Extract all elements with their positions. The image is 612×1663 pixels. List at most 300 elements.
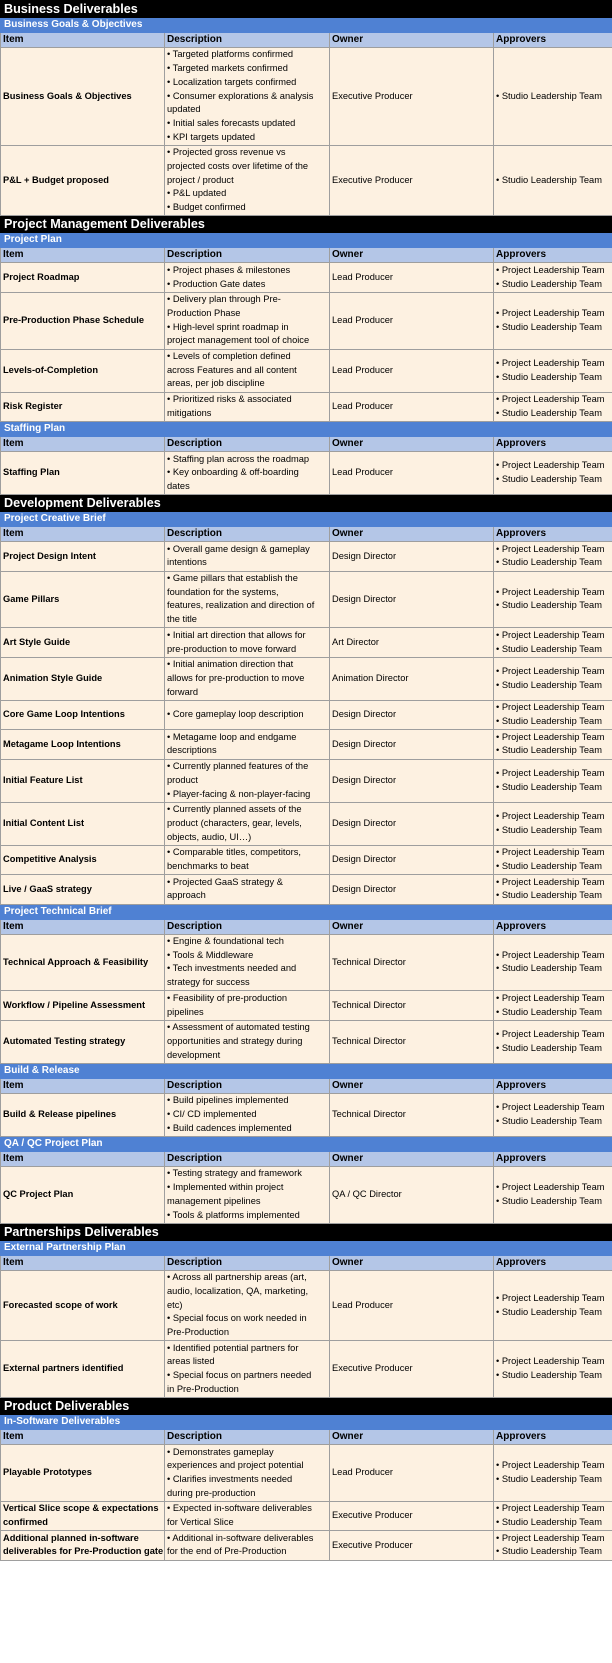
description-line: benchmarks to beat [167, 860, 249, 871]
description-line: mitigations [167, 407, 212, 418]
approver-line: • Project Leadership Team [496, 876, 605, 887]
column-header-approvers: Approvers [494, 919, 612, 934]
approver-line: • Studio Leadership Team [496, 1546, 602, 1557]
approver-line: • Studio Leadership Team [496, 1006, 602, 1017]
approver-line: • Project Leadership Team [496, 264, 605, 275]
owner-cell: Executive Producer [330, 1501, 494, 1530]
section-title: Partnerships Deliverables [1, 1223, 612, 1240]
description-line: the title [167, 614, 197, 625]
section-header-development-deliverables [1, 495, 612, 512]
description-cell [165, 1531, 330, 1560]
column-header-description: Description [165, 1255, 330, 1270]
item-cell [1, 1501, 165, 1530]
table-row [1, 657, 612, 700]
column-header-owner: Owner [330, 1430, 494, 1445]
table-row [1, 1531, 612, 1560]
item-line: Live / GaaS strategy [3, 883, 92, 894]
table-row [1, 845, 612, 874]
column-header-description: Description [165, 1078, 330, 1093]
column-header-description: Description [165, 248, 330, 263]
item-cell [1, 452, 165, 495]
table-row [1, 759, 612, 802]
table-row [1, 145, 612, 216]
column-header-item: Item [1, 33, 165, 48]
item-cell [1, 845, 165, 874]
column-header-row [1, 1078, 612, 1093]
approvers-cell [494, 759, 612, 802]
description-line: • Implemented within project [167, 1182, 284, 1193]
approver-line: • Project Leadership Team [496, 357, 605, 368]
approver-line: • Project Leadership Team [496, 811, 605, 822]
approvers-cell [494, 1093, 612, 1136]
item-cell [1, 700, 165, 729]
approver-line: • Studio Leadership Team [496, 1517, 602, 1528]
description-cell [165, 802, 330, 845]
table-row [1, 1166, 612, 1223]
group-title: QA / QC Project Plan [1, 1136, 612, 1151]
approver-line: • Project Leadership Team [496, 543, 605, 554]
description-cell [165, 1166, 330, 1223]
description-line: • Initial animation direction that [167, 659, 294, 670]
column-header-item: Item [1, 527, 165, 542]
description-cell [165, 628, 330, 657]
description-line: intentions [167, 557, 207, 568]
approver-line: • Studio Leadership Team [496, 1473, 602, 1484]
description-cell [165, 1501, 330, 1530]
description-line: • Player-facing & non-player-facing [167, 788, 311, 799]
column-header-owner: Owner [330, 1255, 494, 1270]
approver-line: • Project Leadership Team [496, 1356, 605, 1367]
description-line: • High-level sprint roadmap in [167, 321, 289, 332]
approver-line: • Project Leadership Team [496, 307, 605, 318]
approver-line: • Project Leadership Team [496, 1292, 605, 1303]
description-cell [165, 1341, 330, 1398]
item-cell [1, 730, 165, 759]
approver-line: • Studio Leadership Team [496, 1115, 602, 1126]
approvers-cell [494, 802, 612, 845]
column-header-owner: Owner [330, 33, 494, 48]
item-line: Vertical Slice scope & expectations [3, 1503, 159, 1514]
approvers-cell [494, 934, 612, 991]
description-line: • KPI targets updated [167, 131, 256, 142]
approver-line: • Project Leadership Team [496, 586, 605, 597]
item-line: Metagame Loop Intentions [3, 738, 121, 749]
description-cell [165, 845, 330, 874]
column-header-item: Item [1, 1255, 165, 1270]
approver-line: • Project Leadership Team [496, 847, 605, 858]
item-line: Core Game Loop Intentions [3, 709, 125, 720]
description-line: product [167, 774, 199, 785]
approvers-cell [494, 392, 612, 421]
approvers-cell [494, 1270, 612, 1341]
description-line: project / product [167, 174, 234, 185]
column-header-item: Item [1, 1078, 165, 1093]
owner-cell: Executive Producer [330, 48, 494, 146]
section-title: Business Deliverables [1, 1, 612, 18]
owner-cell: Lead Producer [330, 392, 494, 421]
description-line: • Currently planned features of the [167, 761, 309, 772]
description-cell [165, 730, 330, 759]
approver-line: • Studio Leadership Team [496, 643, 602, 654]
description-line: • Levels of completion defined [167, 351, 291, 362]
column-header-row [1, 33, 612, 48]
item-line: Build & Release pipelines [3, 1109, 117, 1120]
column-header-owner: Owner [330, 527, 494, 542]
approver-line: • Project Leadership Team [496, 1102, 605, 1113]
column-header-approvers: Approvers [494, 1078, 612, 1093]
column-header-approvers: Approvers [494, 437, 612, 452]
group-header-staffing-plan [1, 422, 612, 437]
owner-cell: Design Director [330, 700, 494, 729]
section-header-business-deliverables [1, 1, 612, 18]
description-line: foundation for the systems, [167, 586, 279, 597]
description-cell [165, 875, 330, 904]
table-row [1, 349, 612, 392]
description-line: project management tool of choice [167, 335, 310, 346]
description-line: • P&L updated [167, 188, 227, 199]
item-line: Project Design Intent [3, 550, 96, 561]
column-header-item: Item [1, 248, 165, 263]
group-title: Project Technical Brief [1, 904, 612, 919]
table-row [1, 452, 612, 495]
column-header-item: Item [1, 437, 165, 452]
column-header-description: Description [165, 33, 330, 48]
description-line: • Tools & Middleware [167, 949, 254, 960]
owner-cell: Design Director [330, 542, 494, 571]
column-header-description: Description [165, 527, 330, 542]
table-row [1, 730, 612, 759]
column-header-owner: Owner [330, 437, 494, 452]
description-cell [165, 263, 330, 292]
description-cell [165, 145, 330, 216]
description-line: • Additional in-software deliverables [167, 1532, 314, 1543]
approver-line: • Project Leadership Team [496, 992, 605, 1003]
group-title: Business Goals & Objectives [1, 18, 612, 33]
table-row [1, 48, 612, 146]
item-line: Technical Approach & Feasibility [3, 956, 149, 967]
owner-cell: Design Director [330, 730, 494, 759]
owner-cell: Executive Producer [330, 1341, 494, 1398]
table-row [1, 1093, 612, 1136]
approvers-cell [494, 48, 612, 146]
description-line: • Delivery plan through Pre- [167, 294, 281, 305]
column-header-row [1, 1151, 612, 1166]
description-line: • CI/ CD implemented [167, 1109, 257, 1120]
approvers-cell [494, 263, 612, 292]
item-cell [1, 145, 165, 216]
approver-line: • Studio Leadership Team [496, 1370, 602, 1381]
description-line: • Tools & platforms implemented [167, 1209, 300, 1220]
group-header-in-software-deliverables [1, 1415, 612, 1430]
description-cell [165, 1445, 330, 1502]
group-header-project-creative-brief [1, 512, 612, 527]
column-header-item: Item [1, 919, 165, 934]
column-header-owner: Owner [330, 1078, 494, 1093]
description-line: • Identified potential partners for [167, 1342, 299, 1353]
description-cell [165, 452, 330, 495]
owner-cell: Design Director [330, 802, 494, 845]
description-line: • Budget confirmed [167, 202, 246, 213]
description-line: • Targeted markets confirmed [167, 63, 288, 74]
section-header-project-management-deliverables [1, 216, 612, 233]
table-row [1, 542, 612, 571]
approver-line: • Studio Leadership Team [496, 557, 602, 568]
column-header-row [1, 1430, 612, 1445]
approvers-cell [494, 145, 612, 216]
column-header-description: Description [165, 1151, 330, 1166]
description-line: • Project phases & milestones [167, 264, 291, 275]
approver-line: • Studio Leadership Team [496, 824, 602, 835]
owner-cell: Technical Director [330, 991, 494, 1020]
approver-line: • Studio Leadership Team [496, 1195, 602, 1206]
description-line: for the end of Pre-Production [167, 1546, 287, 1557]
section-header-partnerships-deliverables [1, 1223, 612, 1240]
approver-line: • Studio Leadership Team [496, 1306, 602, 1317]
owner-cell: Technical Director [330, 1093, 494, 1136]
owner-cell: Lead Producer [330, 452, 494, 495]
approver-line: • Project Leadership Team [496, 1182, 605, 1193]
description-line: • Overall game design & gameplay [167, 543, 310, 554]
section-title: Development Deliverables [1, 495, 612, 512]
description-cell [165, 571, 330, 628]
item-line: Risk Register [3, 401, 63, 412]
item-cell [1, 934, 165, 991]
column-header-item: Item [1, 1430, 165, 1445]
approver-line: • Studio Leadership Team [496, 600, 602, 611]
approvers-cell [494, 657, 612, 700]
description-line: • Feasibility of pre-production [167, 992, 288, 1003]
item-line: confirmed [3, 1517, 48, 1528]
approver-line: • Studio Leadership Team [496, 321, 602, 332]
description-line: across Features and all content [167, 364, 297, 375]
description-cell [165, 542, 330, 571]
approver-line: • Studio Leadership Team [496, 174, 602, 185]
item-cell [1, 1270, 165, 1341]
table-row [1, 934, 612, 991]
table-row [1, 263, 612, 292]
approver-line: • Studio Leadership Team [496, 407, 602, 418]
approver-line: • Studio Leadership Team [496, 679, 602, 690]
item-line: Initial Content List [3, 817, 85, 828]
owner-cell: Technical Director [330, 1020, 494, 1063]
owner-cell: Lead Producer [330, 292, 494, 349]
item-cell [1, 875, 165, 904]
approver-line: • Studio Leadership Team [496, 371, 602, 382]
section-title: Project Management Deliverables [1, 216, 612, 233]
approver-line: • Project Leadership Team [496, 1532, 605, 1543]
column-header-row [1, 437, 612, 452]
description-line: • Clarifies investments needed [167, 1473, 293, 1484]
item-line: Levels-of-Completion [3, 364, 99, 375]
owner-cell: Technical Director [330, 934, 494, 991]
item-line: Automated Testing strategy [3, 1035, 126, 1046]
description-cell [165, 1020, 330, 1063]
group-header-project-technical-brief [1, 904, 612, 919]
owner-cell: Lead Producer [330, 349, 494, 392]
item-line: Additional planned in-software [3, 1532, 139, 1543]
owner-cell: Lead Producer [330, 1270, 494, 1341]
description-line: descriptions [167, 745, 217, 756]
owner-cell: Art Director [330, 628, 494, 657]
description-line: forward [167, 686, 199, 697]
description-line: strategy for success [167, 977, 250, 988]
description-line: areas listed [167, 1356, 215, 1367]
item-cell [1, 657, 165, 700]
item-cell [1, 628, 165, 657]
description-line: • Localization targets confirmed [167, 76, 297, 87]
description-line: • Expected in-software deliverables [167, 1503, 312, 1514]
table-row [1, 292, 612, 349]
description-line: product (characters, gear, levels, [167, 817, 302, 828]
item-line: Playable Prototypes [3, 1467, 92, 1478]
approver-line: • Project Leadership Team [496, 731, 605, 742]
description-cell [165, 700, 330, 729]
approver-line: • Project Leadership Team [496, 949, 605, 960]
description-cell [165, 1270, 330, 1341]
table-row [1, 875, 612, 904]
description-line: • Game pillars that establish the [167, 573, 298, 584]
item-cell [1, 263, 165, 292]
table-row [1, 392, 612, 421]
approver-line: • Project Leadership Team [496, 394, 605, 405]
group-header-business-goals-objectives [1, 18, 612, 33]
table-row [1, 1445, 612, 1502]
owner-cell: Animation Director [330, 657, 494, 700]
group-title: In-Software Deliverables [1, 1415, 612, 1430]
description-line: • Projected GaaS strategy & [167, 876, 283, 887]
description-line: pipelines [167, 1006, 204, 1017]
item-line: Game Pillars [3, 593, 60, 604]
item-line: Animation Style Guide [3, 672, 103, 683]
approver-line: • Studio Leadership Team [496, 860, 602, 871]
column-header-row [1, 248, 612, 263]
description-line: • Special focus on work needed in [167, 1313, 307, 1324]
description-line: • Special focus on partners needed [167, 1370, 312, 1381]
column-header-owner: Owner [330, 248, 494, 263]
description-line: updated [167, 104, 201, 115]
item-line: Forecasted scope of work [3, 1299, 118, 1310]
column-header-item: Item [1, 1151, 165, 1166]
item-cell [1, 759, 165, 802]
approver-line: • Studio Leadership Team [496, 278, 602, 289]
group-title: External Partnership Plan [1, 1240, 612, 1255]
description-line: • Targeted platforms confirmed [167, 49, 294, 60]
group-header-external-partnership-plan [1, 1240, 612, 1255]
description-line: audio, localization, QA, marketing, [167, 1285, 309, 1296]
description-line: • Tech investments needed and [167, 963, 297, 974]
item-line: External partners identified [3, 1363, 124, 1374]
description-line: projected costs over lifetime of the [167, 161, 309, 172]
owner-cell: Executive Producer [330, 1531, 494, 1560]
section-title: Product Deliverables [1, 1398, 612, 1415]
table-row [1, 700, 612, 729]
description-cell [165, 392, 330, 421]
description-line: for Vertical Slice [167, 1517, 234, 1528]
approvers-cell [494, 1445, 612, 1502]
approvers-cell [494, 628, 612, 657]
approver-line: • Project Leadership Team [496, 629, 605, 640]
approver-line: • Studio Leadership Team [496, 890, 602, 901]
description-line: opportunities and strategy during [167, 1035, 303, 1046]
approvers-cell [494, 1341, 612, 1398]
description-cell [165, 934, 330, 991]
approvers-cell [494, 991, 612, 1020]
group-header-project-plan [1, 233, 612, 248]
approvers-cell [494, 349, 612, 392]
owner-cell: Lead Producer [330, 263, 494, 292]
description-line: • Staffing plan across the roadmap [167, 453, 310, 464]
item-line: Project Roadmap [3, 271, 80, 282]
item-cell [1, 1531, 165, 1560]
approvers-cell [494, 1020, 612, 1063]
description-line: • Engine & foundational tech [167, 936, 284, 947]
table-row [1, 991, 612, 1020]
owner-cell: Design Director [330, 875, 494, 904]
item-cell [1, 802, 165, 845]
approver-line: • Project Leadership Team [496, 702, 605, 713]
table-row [1, 1270, 612, 1341]
approver-line: • Studio Leadership Team [496, 781, 602, 792]
description-line: • Production Gate dates [167, 278, 266, 289]
table-row [1, 1501, 612, 1530]
description-line: • Currently planned assets of the [167, 804, 302, 815]
item-line: Staffing Plan [3, 467, 60, 478]
approvers-cell [494, 452, 612, 495]
item-cell [1, 349, 165, 392]
description-line: • Consumer explorations & analysis [167, 90, 314, 101]
approvers-cell [494, 1166, 612, 1223]
approvers-cell [494, 542, 612, 571]
approvers-cell [494, 571, 612, 628]
approver-line: • Project Leadership Team [496, 1029, 605, 1040]
column-header-approvers: Approvers [494, 1151, 612, 1166]
owner-cell: Design Director [330, 759, 494, 802]
item-line: Business Goals & Objectives [3, 90, 132, 101]
column-header-row [1, 527, 612, 542]
approvers-cell [494, 1501, 612, 1530]
column-header-description: Description [165, 919, 330, 934]
approver-line: • Studio Leadership Team [496, 474, 602, 485]
item-cell [1, 1445, 165, 1502]
description-line: • Metagame loop and endgame [167, 731, 297, 742]
description-line: Production Phase [167, 307, 241, 318]
item-cell [1, 571, 165, 628]
group-title: Project Creative Brief [1, 512, 612, 527]
column-header-description: Description [165, 1430, 330, 1445]
item-cell [1, 392, 165, 421]
description-line: management pipelines [167, 1195, 261, 1206]
description-line: dates [167, 480, 190, 491]
item-cell [1, 1166, 165, 1223]
column-header-approvers: Approvers [494, 1255, 612, 1270]
approvers-cell [494, 292, 612, 349]
description-line: • Key onboarding & off-boarding [167, 467, 299, 478]
table-row [1, 802, 612, 845]
description-line: • Testing strategy and framework [167, 1168, 302, 1179]
description-line: areas, per job discipline [167, 378, 265, 389]
section-header-product-deliverables [1, 1398, 612, 1415]
description-line: • Projected gross revenue vs [167, 147, 286, 158]
description-line: • Build pipelines implemented [167, 1095, 289, 1106]
column-header-approvers: Approvers [494, 33, 612, 48]
owner-cell: Design Director [330, 571, 494, 628]
group-header-build-release [1, 1063, 612, 1078]
approvers-cell [494, 1531, 612, 1560]
description-line: approach [167, 890, 206, 901]
approvers-cell [494, 845, 612, 874]
description-line: • Comparable titles, competitors, [167, 847, 301, 858]
description-line: in Pre-Production [167, 1383, 239, 1394]
